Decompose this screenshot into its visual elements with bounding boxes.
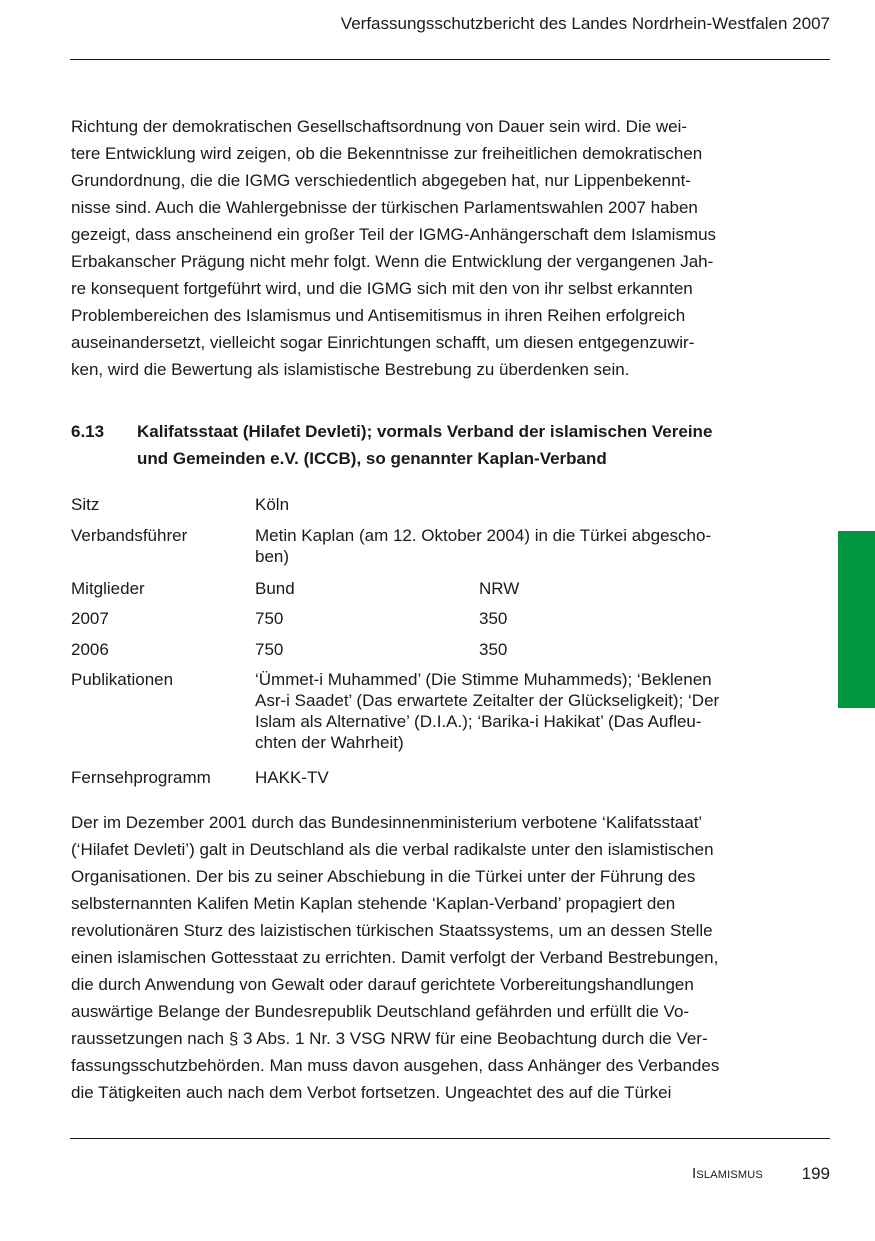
text-line: Erbakanscher Prägung nicht mehr folgt. Wenn die Entwicklung der vergangenen Jah-: [71, 252, 714, 271]
paragraph-intro: [71, 113, 787, 383]
column-header-nrw: NRW: [479, 579, 520, 598]
text-line: tere Entwicklung wird zeigen, ob die Bekenntnisse zur freiheitlichen demokratischen: [71, 144, 703, 163]
header-divider: [70, 59, 830, 60]
paragraph-body: [71, 809, 787, 1106]
text-line: revolutionären Sturz des laizistischen türkischen Staatssystems, um an dessen Stelle: [71, 921, 713, 940]
section-title-line: und Gemeinden e.V. (ICCB), so genannter Kaplan-Verband: [137, 449, 607, 468]
year-label: 2006: [71, 640, 109, 659]
text-line: auseinandersetzt, vielleicht sogar Einrichtungen schafft, um diesen entgegenzuwir-: [71, 333, 695, 352]
members-nrw: 350: [479, 640, 508, 659]
page-number: 199: [801, 1164, 830, 1183]
members-bund: 750: [255, 640, 284, 659]
info-label: Fernsehprogramm: [71, 768, 211, 787]
info-value: Köln: [255, 495, 290, 514]
year-label: 2007: [71, 609, 109, 628]
text-line: raussetzungen nach § 3 Abs. 1 Nr. 3 VSG NRW für eine Beobachtung durch die Ver-: [71, 1029, 708, 1048]
section-number: 6.13: [71, 422, 105, 441]
info-label: Sitz: [71, 495, 100, 514]
text-line: Der im Dezember 2001 durch das Bundesinnenministerium verbotene ‘Kalifatsstaat’: [71, 813, 703, 832]
text-line: Problembereichen des Islamismus und Antisemitismus in ihren Reihen erfolgreich: [71, 306, 686, 325]
info-value: ‘Ümmet-i Muhammed’ (Die Stimme Muhammeds); ‘Beklenen Asr-i Saadet’ (Das erwartete Zeitalter der Glückseligkeit); ‘Der Islam als Alternative’ (D.I.A.); ‘Barika-i Hakikat’ (Das Aufleu- chten der Wahrheit): [255, 670, 720, 752]
text-line: die durch Anwendung von Gewalt oder darauf gerichtete Vorbereitungshandlungen: [71, 975, 694, 994]
column-header-bund: Bund: [255, 579, 295, 598]
text-line: ken, wird die Bewertung als islamistische Bestrebung zu überdenken sein.: [71, 360, 630, 379]
text-line: gezeigt, dass anscheinend ein großer Teil der IGMG-Anhängerschaft dem Islamismus: [71, 225, 717, 244]
text-line: Richtung der demokratischen Gesellschaftsordnung von Dauer sein wird. Die wei-: [71, 117, 688, 136]
text-line: re konsequent fortgeführt wird, und die IGMG sich mit den von ihr selbst erkannten: [71, 279, 693, 298]
text-line: Organisationen. Der bis zu seiner Abschiebung in die Türkei unter der Führung des: [71, 867, 696, 886]
section-title: [137, 418, 797, 472]
text-line: selbsternannten Kalifen Metin Kaplan stehende ‘Kaplan-Verband’ propagiert den: [71, 894, 676, 913]
members-bund: 750: [255, 609, 284, 628]
info-value: Metin Kaplan (am 12. Oktober 2004) in die Türkei abgescho- ben): [255, 526, 712, 566]
footer-divider: [70, 1138, 830, 1139]
footer-section-title: Islamismus: [692, 1165, 763, 1182]
members-nrw: 350: [479, 609, 508, 628]
info-label: Mitglieder: [71, 579, 145, 598]
text-line: einen islamischen Gottesstaat zu errichten. Damit verfolgt der Verband Bestrebungen,: [71, 948, 719, 967]
running-header: Verfassungsschutzbericht des Landes Nordrhein-Westfalen 2007: [340, 14, 830, 33]
info-label: Publikationen: [71, 670, 174, 689]
text-line: auswärtige Belange der Bundesrepublik Deutschland gefährden und erfüllt die Vo-: [71, 1002, 690, 1021]
text-line: (‘Hilafet Devleti’) galt in Deutschland als die verbal radikalste unter den islamistischen: [71, 840, 714, 859]
text-line: nisse sind. Auch die Wahlergebnisse der türkischen Parlamentswahlen 2007 haben: [71, 198, 698, 217]
info-label: Verbandsführer: [71, 526, 188, 545]
chapter-marker-tab: [838, 531, 875, 708]
text-line: die Tätigkeiten auch nach dem Verbot fortsetzen. Ungeachtet des auf die Türkei: [71, 1083, 672, 1102]
section-title-line: Kalifatsstaat (Hilafet Devleti); vormals Verband der islamischen Vereine: [137, 422, 713, 441]
text-line: Grundordnung, die die IGMG verschiedentlich abgegeben hat, nur Lippenbekennt-: [71, 171, 691, 190]
info-value: HAKK-TV: [255, 768, 329, 787]
text-line: fassungsschutzbehörden. Man muss davon ausgehen, dass Anhänger des Verbandes: [71, 1056, 720, 1075]
